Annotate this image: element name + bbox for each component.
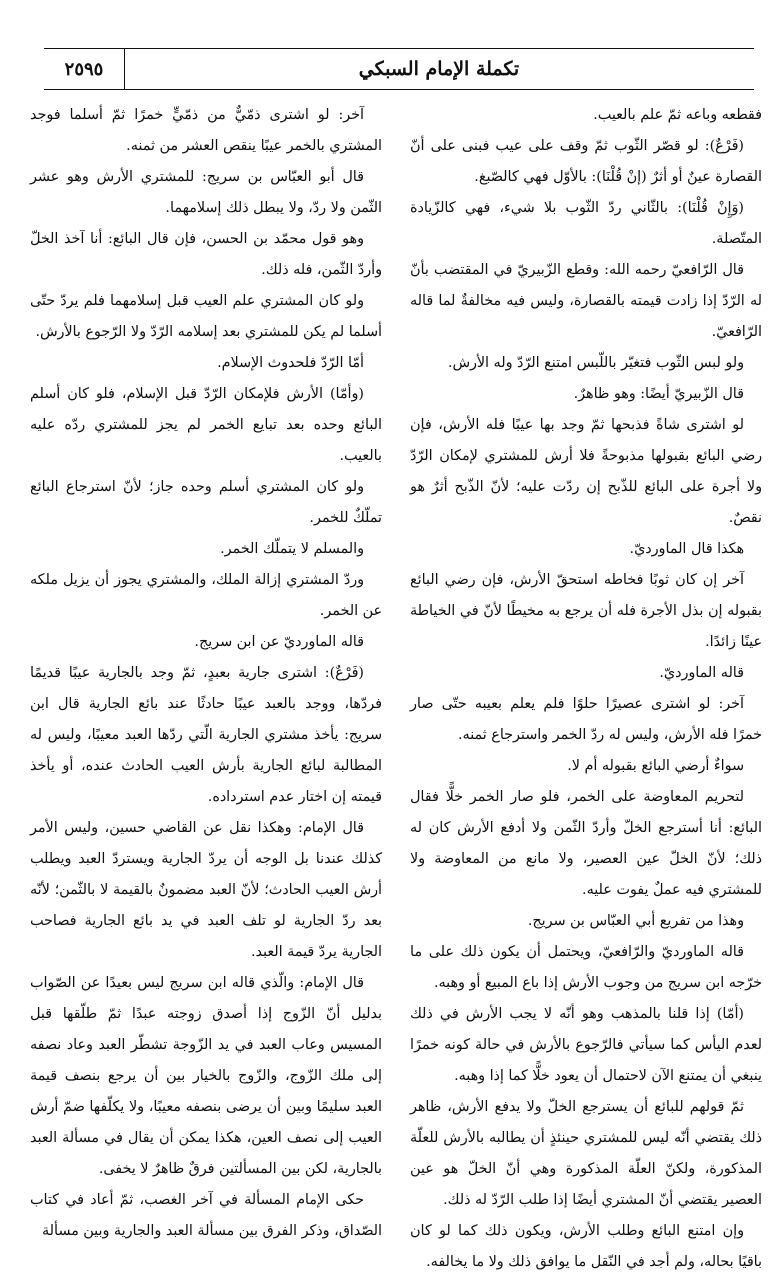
paragraph: (وَإِنْ قُلْنَا): بالثّاني ردّ الثّوب بلا شيء، فهي كالزّيادة المتّصلة.: [410, 200, 762, 247]
paragraph: لتحريم المعاوضة على الخمر، فلو صار الخمر خلًّا فقال البائع: أنا أسترجع الخلّ وأردّ الثّمن ولا أدفع الأرش كان له ذلك؛ لأنّ الخلّ عين العصير، ولا مانع من المعاوضة ولا للمشتري فيه عملٌ يفوت عليه.: [410, 789, 762, 898]
paragraph: وردّ المشتري إزالة الملك، والمشتري يجوز أن يزيل ملكه عن الخمر.: [30, 572, 382, 619]
paragraph: سواءٌ أرضي البائع بقبوله أم لا.: [567, 758, 744, 774]
paragraph: آخر إن كان ثوبًا فخاطه استحقّ الأرش، فإن رضي البائع بقبوله إن بذل الأجرة فله أن يرجع به مخيطًا لأنّ في الخياطة عينًا زائدًا.: [410, 572, 762, 650]
paragraph: وهو قول محمّد بن الحسن، فإن قال البائع: أنا آخذ الخلّ وأردّ الثّمن، فله ذلك.: [30, 231, 382, 278]
paragraph: قاله الماورديّ والرّافعيّ، ويحتمل أن يكون ذلك على ما خرّجه ابن سريج من وجوب الأرش إذا باع المبيع أو وهبه.: [410, 944, 762, 991]
paragraph: قاله الماورديّ عن ابن سريج.: [194, 634, 364, 650]
paragraph: والمسلم لا يتملّك الخمر.: [220, 541, 364, 557]
page-number: ٢٥٩٥: [44, 49, 125, 89]
paragraph: قال الزّبيريّ أيضًا: وهو ظاهرٌ.: [573, 386, 744, 402]
paragraph: ولو كان المشتري أسلم وحده جاز؛ لأنّ استرجاع البائع تملّكٌ للخمر.: [30, 479, 382, 526]
paragraph: قال أبو العبّاس بن سريج: للمشتري الأرش وهو عشر الثّمن ولا ردّ، ولا يبطل ذلك إسلامهما.: [30, 169, 382, 216]
paragraph: قاله الماورديّ.: [659, 665, 744, 681]
paragraph: فقطعه وباعه ثمّ علم بالعيب.: [593, 107, 762, 123]
paragraph: لو اشترى شاةً فذبحها ثمّ وجد بها عيبًا فله الأرش، فإن رضي البائع بقبولها مذبوحةً فلا أرش للمشتري لإمكان الرّدّ ولا أجرة على البائع للذّبح إن ردّت عليه؛ لأنّ الذّبح أثرٌ هو نقصٌ.: [410, 417, 762, 526]
paragraph: آخر: لو اشترى عصيرًا حلوًا فلم يعلم بعيبه حتّى صار خمرًا فله الأرش، وليس له ردّ الخمر واسترجاع ثمنه.: [410, 696, 762, 743]
paragraph: ولو لبس الثّوب فتغيّر باللّبس امتنع الرّدّ وله الأرش.: [447, 355, 744, 371]
paragraph: (أمّا) إذا قلنا بالمذهب وهو أنّه لا يجب الأرش في ذلك لعدم اليأس كما سيأتي فالرّجوع بالأرش في حالة كونه خمرًا ينبغي أن يمتنع الآن لاحتمال أن يعود خلًّا كما إذا وهبه.: [410, 1006, 762, 1084]
paragraph: قال الإمام: والّذي قاله ابن سريج ليس بعيدًا عن الصّواب بدليل أنّ الزّوج إذا أصدق زوجته عبدًا ثمّ طلّقها قبل المسيس وعاب العبد في يد الزّوجة تشطّر العبد وعاد نصفه إلى ملك الزّوج، والزّوج بالخيار بين أن يرجع بنصف قيمة العبد سليمًا وبين أن يرضى بنصفه معيبًا، ولا يكلّفها ضمّ أرش العيب إلى نصف العين، هكذا يمكن أن يقال في مسألة العبد بالجارية، لكن بين المسألتين فرقٌ ظاهرٌ لا يخفى.: [30, 975, 382, 1177]
paragraph: حكى الإمام المسألة في آخر الغصب، ثمّ أعاد في كتاب الصّداق، وذكر الفرق بين مسألة العبد والجارية وبين مسألة: [30, 1192, 382, 1239]
paragraph: آخر: لو اشترى ذمّيٌّ من ذمّيٍّ خمرًا ثمّ أسلما فوجد المشتري بالخمر عيبًا ينقص العشر من ثمنه.: [30, 107, 382, 154]
right-text-column: [410, 100, 762, 1278]
running-title: تكملة الإمام السبكي: [358, 58, 520, 80]
paragraph: هكذا قال الماورديّ.: [629, 541, 744, 557]
left-text-column: [30, 100, 382, 1247]
paragraph: ثمّ قولهم للبائع أن يسترجع الخلّ ولا يدفع الأرش، ظاهر ذلك يقتضي أنّه ليس للمشتري حينئذٍ أن يطالبه بالأرش للعلّة المذكورة، ولكنّ العلّة المذكورة وهي أنّ الخلّ هو عين العصير يقتضي أنّ المشتري أيضًا إذا طلب الرّدّ له ذلك.: [410, 1099, 762, 1208]
paragraph: وهذا من تفريع أبي العبّاس بن سريج.: [527, 913, 744, 929]
paragraph: (فَرْعٌ): لو قصّر الثّوب ثمّ وقف على عيب فبنى على أنّ القصارة عينٌ أو أثرٌ (إنْ قُلْنَا): بالأوّل فهي كالصّبغ.: [410, 138, 762, 185]
paragraph: قال الإمام: وهكذا نقل عن القاضي حسين، وليس الأمر كذلك عندنا بل الوجه أن يردّ الجارية ويستردّ العبد ويطلب أرش العيب الحادث؛ لأنّ العبد مضمونٌ بالقيمة لا بالثّمن؛ لأنّه بعد ردّ الجارية لو تلف العبد في يد بائع الجارية فصاحب الجارية يردّ قيمة العبد.: [30, 820, 382, 960]
paragraph: (فَرْعٌ): اشترى جارية بعبدٍ، ثمّ وجد بالجارية عيبًا قديمًا فردّها، ووجد بالعبد عيبًا حادثًا عند بائع الجارية قال ابن سريج: يأخذ مشتري الجارية الّتي ردّها العبد معيبًا، وليس له المطالبة لبائع الجارية بأرش العيب الحادث عنده، أو يأخذ قيمته إن اختار عدم استرداده.: [30, 665, 382, 805]
paragraph: قال الرّافعيّ رحمه الله: وقطع الزّبيريّ في المقتضب بأنّ له الرّدّ إذا زادت قيمته بالقصارة، وليس فيه مخالفةٌ لما قاله الرّافعيّ.: [410, 262, 762, 340]
page-header: [44, 48, 754, 90]
paragraph: ولو كان المشتري علم العيب قبل إسلامهما فلم يردّ حتّى أسلما لم يكن للمشتري بعد إسلامه الرّدّ ولا الرّجوع بالأرش.: [30, 293, 382, 340]
paragraph: وإن امتنع البائع وطلب الأرش، ويكون ذلك كما لو كان باقيًا بحاله، ولم أجد في النّقل ما يوافق ذلك ولا ما يخالفه.: [410, 1223, 762, 1270]
paragraph: (وأمّا) الأرش فلإمكان الرّدّ قبل الإسلام، فلو كان أسلم البائع وحده بعد تبايع الخمر لم يجز للمشتري ردّه عليه بالعيب.: [30, 386, 382, 464]
paragraph: أمّا الرّدّ فلحدوث الإسلام.: [217, 355, 364, 371]
